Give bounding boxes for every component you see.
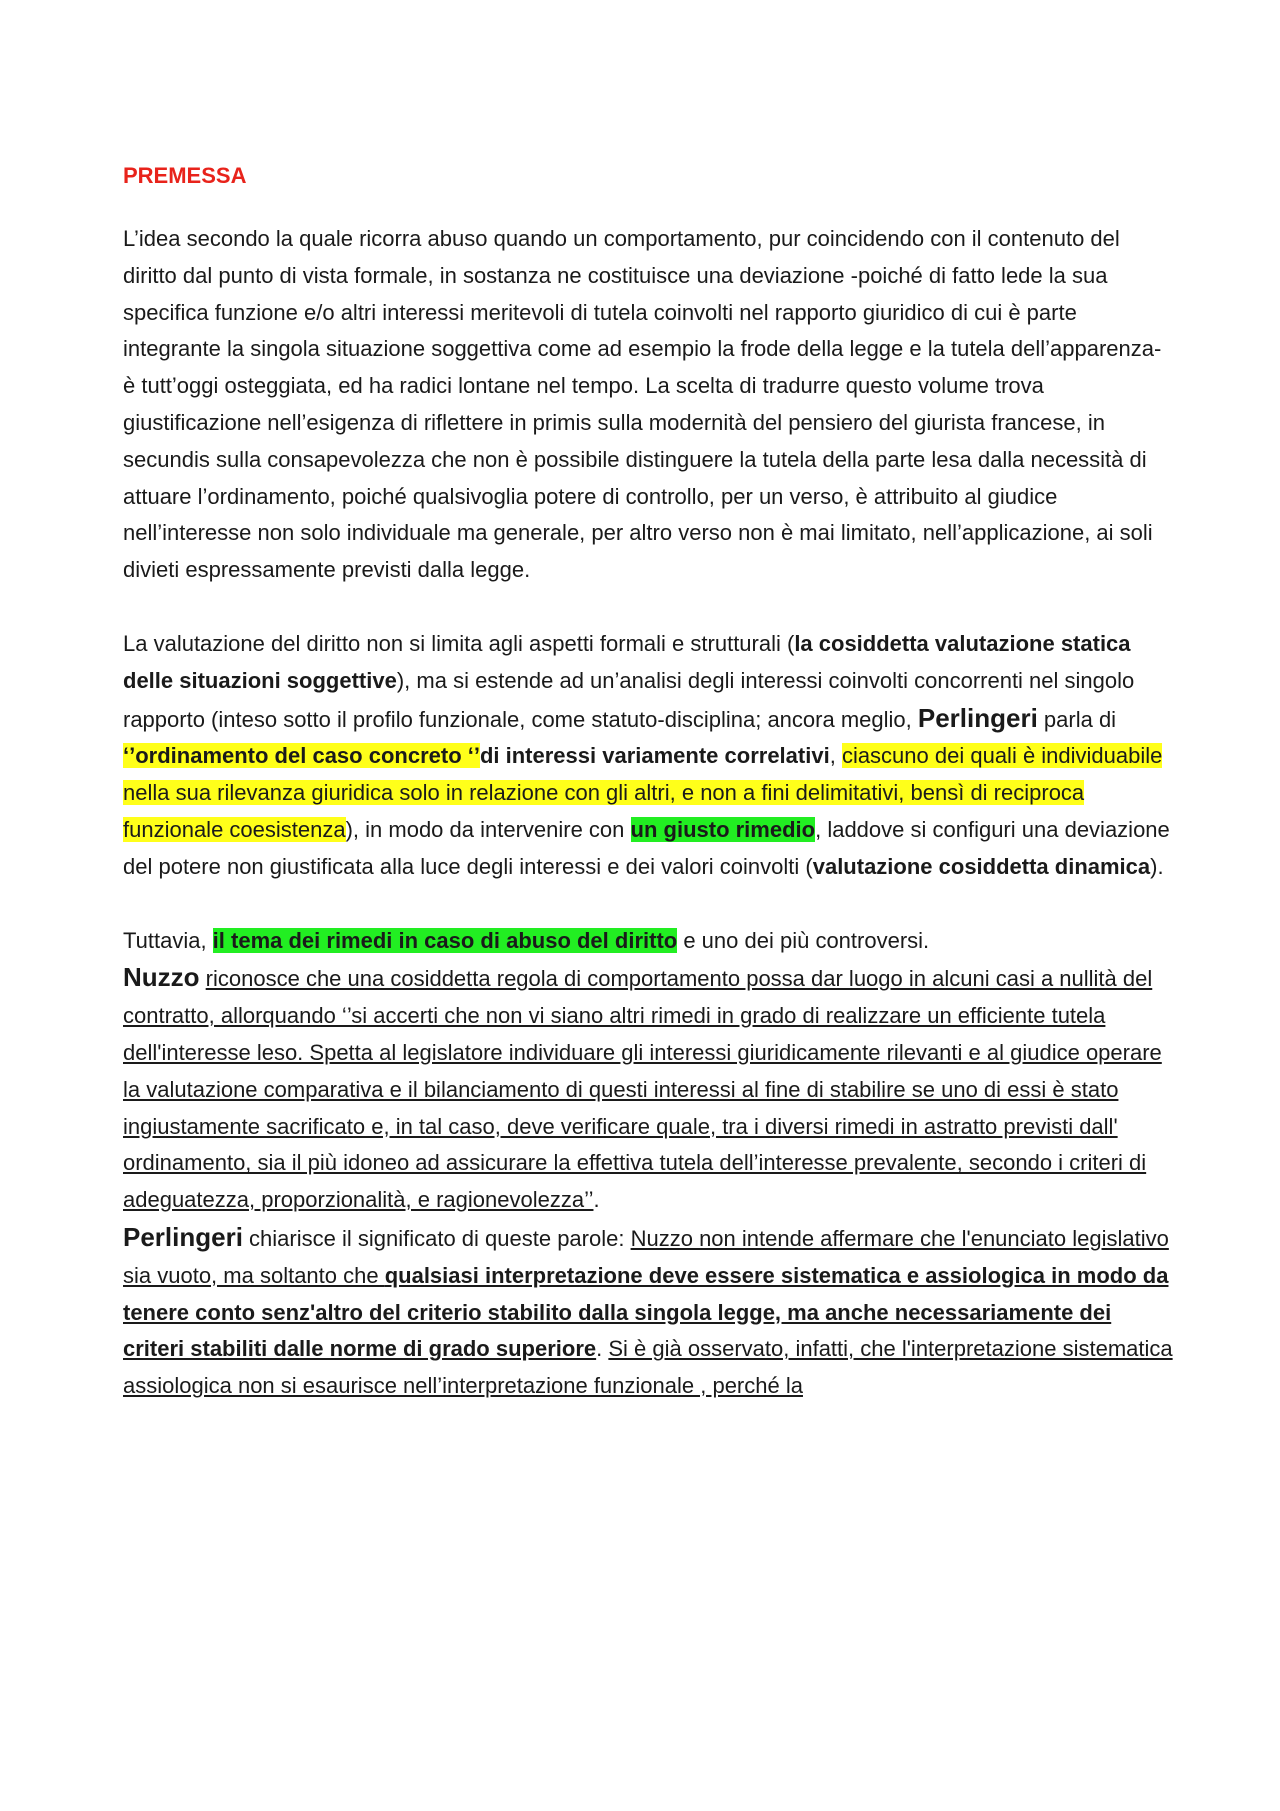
underlined-quote: riconosce che una cosiddetta regola di comportamento possa dar luogo in alcuni casi a nullità del contratto, allorquando ‘’si accerti che non vi siano altri rimedi in grado di realizzare un efficiente tutela dell'interesse leso. Spetta al legislatore individuare gli interessi giuridicamente rilevanti e al giudice operare la valutazione comparativa e il bilanciamento di questi interessi al fine di stabilire se uno di essi è stato ingiustamente sacrificato e, in tal caso, deve verificare quale, tra i diversi rimedi in astratto previsti dall' ordinamento, sia il più idoneo ad assicurare la effettiva tutela dell’interesse prevalente, secondo i criteri di adeguatezza, proporzionalità, e ragionevolezza’’ xyxy=(123,966,1162,1213)
paragraph-intro: L’idea secondo la quale ricorra abuso quando un comportamento, pur coincidendo con il contenuto del diritto dal punto di vista formale, in sostanza ne costituisce una deviazione -poiché di fatto lede la sua specifica funzione e/o altri interessi meritevoli di tutela coinvolti nel rapporto giuridico di cui è parte integrante la singola situazione soggettiva come ad esempio la frode della legge e la tutela dell’apparenza- è tutt’oggi osteggiata, ed ha radici lontane nel tempo. La scelta di tradurre questo volume trova giustificazione nell’esigenza di riflettere in primis sulla modernità del pensiero del giurista francese, in secundis sulla consapevolezza che non è possibile distinguere la tutela della parte lesa dalla necessità di attuare l’ordinamento, poiché qualsivoglia potere di controllo, per un verso, è attribuito al giudice nell’interesse non solo individuale ma generale, per altro verso non è mai limitato, nell’applicazione, ai soli divieti espressamente previsti dalla legge. xyxy=(123,226,1162,583)
underlined-text: Si è già osservato, infatti, che l'interpretazione sistematica assiologica non si esaurisce nell’interpretazione funzionale , perché la xyxy=(123,1336,1173,1399)
highlighted-bold-text: ‘’ordinamento del caso concreto ‘’ xyxy=(123,743,480,769)
green-highlighted-text: un giusto rimedio xyxy=(630,816,816,842)
author-name: Perlingeri xyxy=(123,1221,243,1252)
underlined-text: Nuzzo non intende affermare che l'enunciato legislativo sia vuoto, ma soltanto che xyxy=(123,1225,1169,1288)
author-name: Nuzzo xyxy=(123,962,200,993)
text-run: ), in modo da intervenire con xyxy=(345,816,631,842)
highlighted-text: ciascuno dei quali è individuabile nella sua rilevanza giuridica solo in relazione con gli altri, e non a fini delimitativi, bensì di reciproca funzionale coesistenza xyxy=(123,743,1163,842)
bold-text: valutazione cosiddetta dinamica xyxy=(812,853,1151,879)
paragraph-valutazione xyxy=(123,626,1173,886)
text-run: . xyxy=(596,1336,609,1362)
text-run: La valutazione del diritto non si limita agli aspetti formali e strutturali ( xyxy=(123,630,795,656)
section-heading: PREMESSA xyxy=(123,163,247,188)
paragraph-chiarimento xyxy=(123,1219,1173,1405)
author-name: Perlingeri xyxy=(917,702,1038,733)
text-run: ). xyxy=(1150,853,1164,879)
text-run: , laddove si configuri una deviazione del potere non giustificata alla luce degli interessi e dei valori coinvolti ( xyxy=(123,816,1170,879)
green-highlighted-text: il tema dei rimedi in caso di abuso del diritto xyxy=(212,927,678,953)
text-run: ), ma si estende ad un’analisi degli interessi coinvolti concorrenti nel singolo rapporto (inteso sotto il profilo funzionale, come statuto-disciplina; ancora meglio, xyxy=(123,667,1135,732)
text-run: . xyxy=(593,1187,600,1213)
paragraph-rimedi xyxy=(123,923,1173,1219)
document-body xyxy=(123,158,1173,1405)
text-run: , xyxy=(829,743,842,769)
bold-text: di interessi variamente correlativi xyxy=(479,743,830,769)
text-run: Tuttavia, xyxy=(123,927,213,953)
bold-text: la cosiddetta valutazione statica delle situazioni soggettive xyxy=(123,630,1131,693)
text-run: e uno dei più controversi. xyxy=(677,927,930,953)
text-run: parla di xyxy=(1037,706,1117,732)
underlined-bold-text: qualsiasi interpretazione deve essere sistematica e assiologica in modo da tenere conto senz'altro del criterio stabilito dalla singola legge, ma anche necessariamente dei criteri stabiliti dalle norme di grado superiore xyxy=(123,1262,1169,1362)
text-run: chiarisce il significato di queste parole: xyxy=(242,1225,631,1251)
